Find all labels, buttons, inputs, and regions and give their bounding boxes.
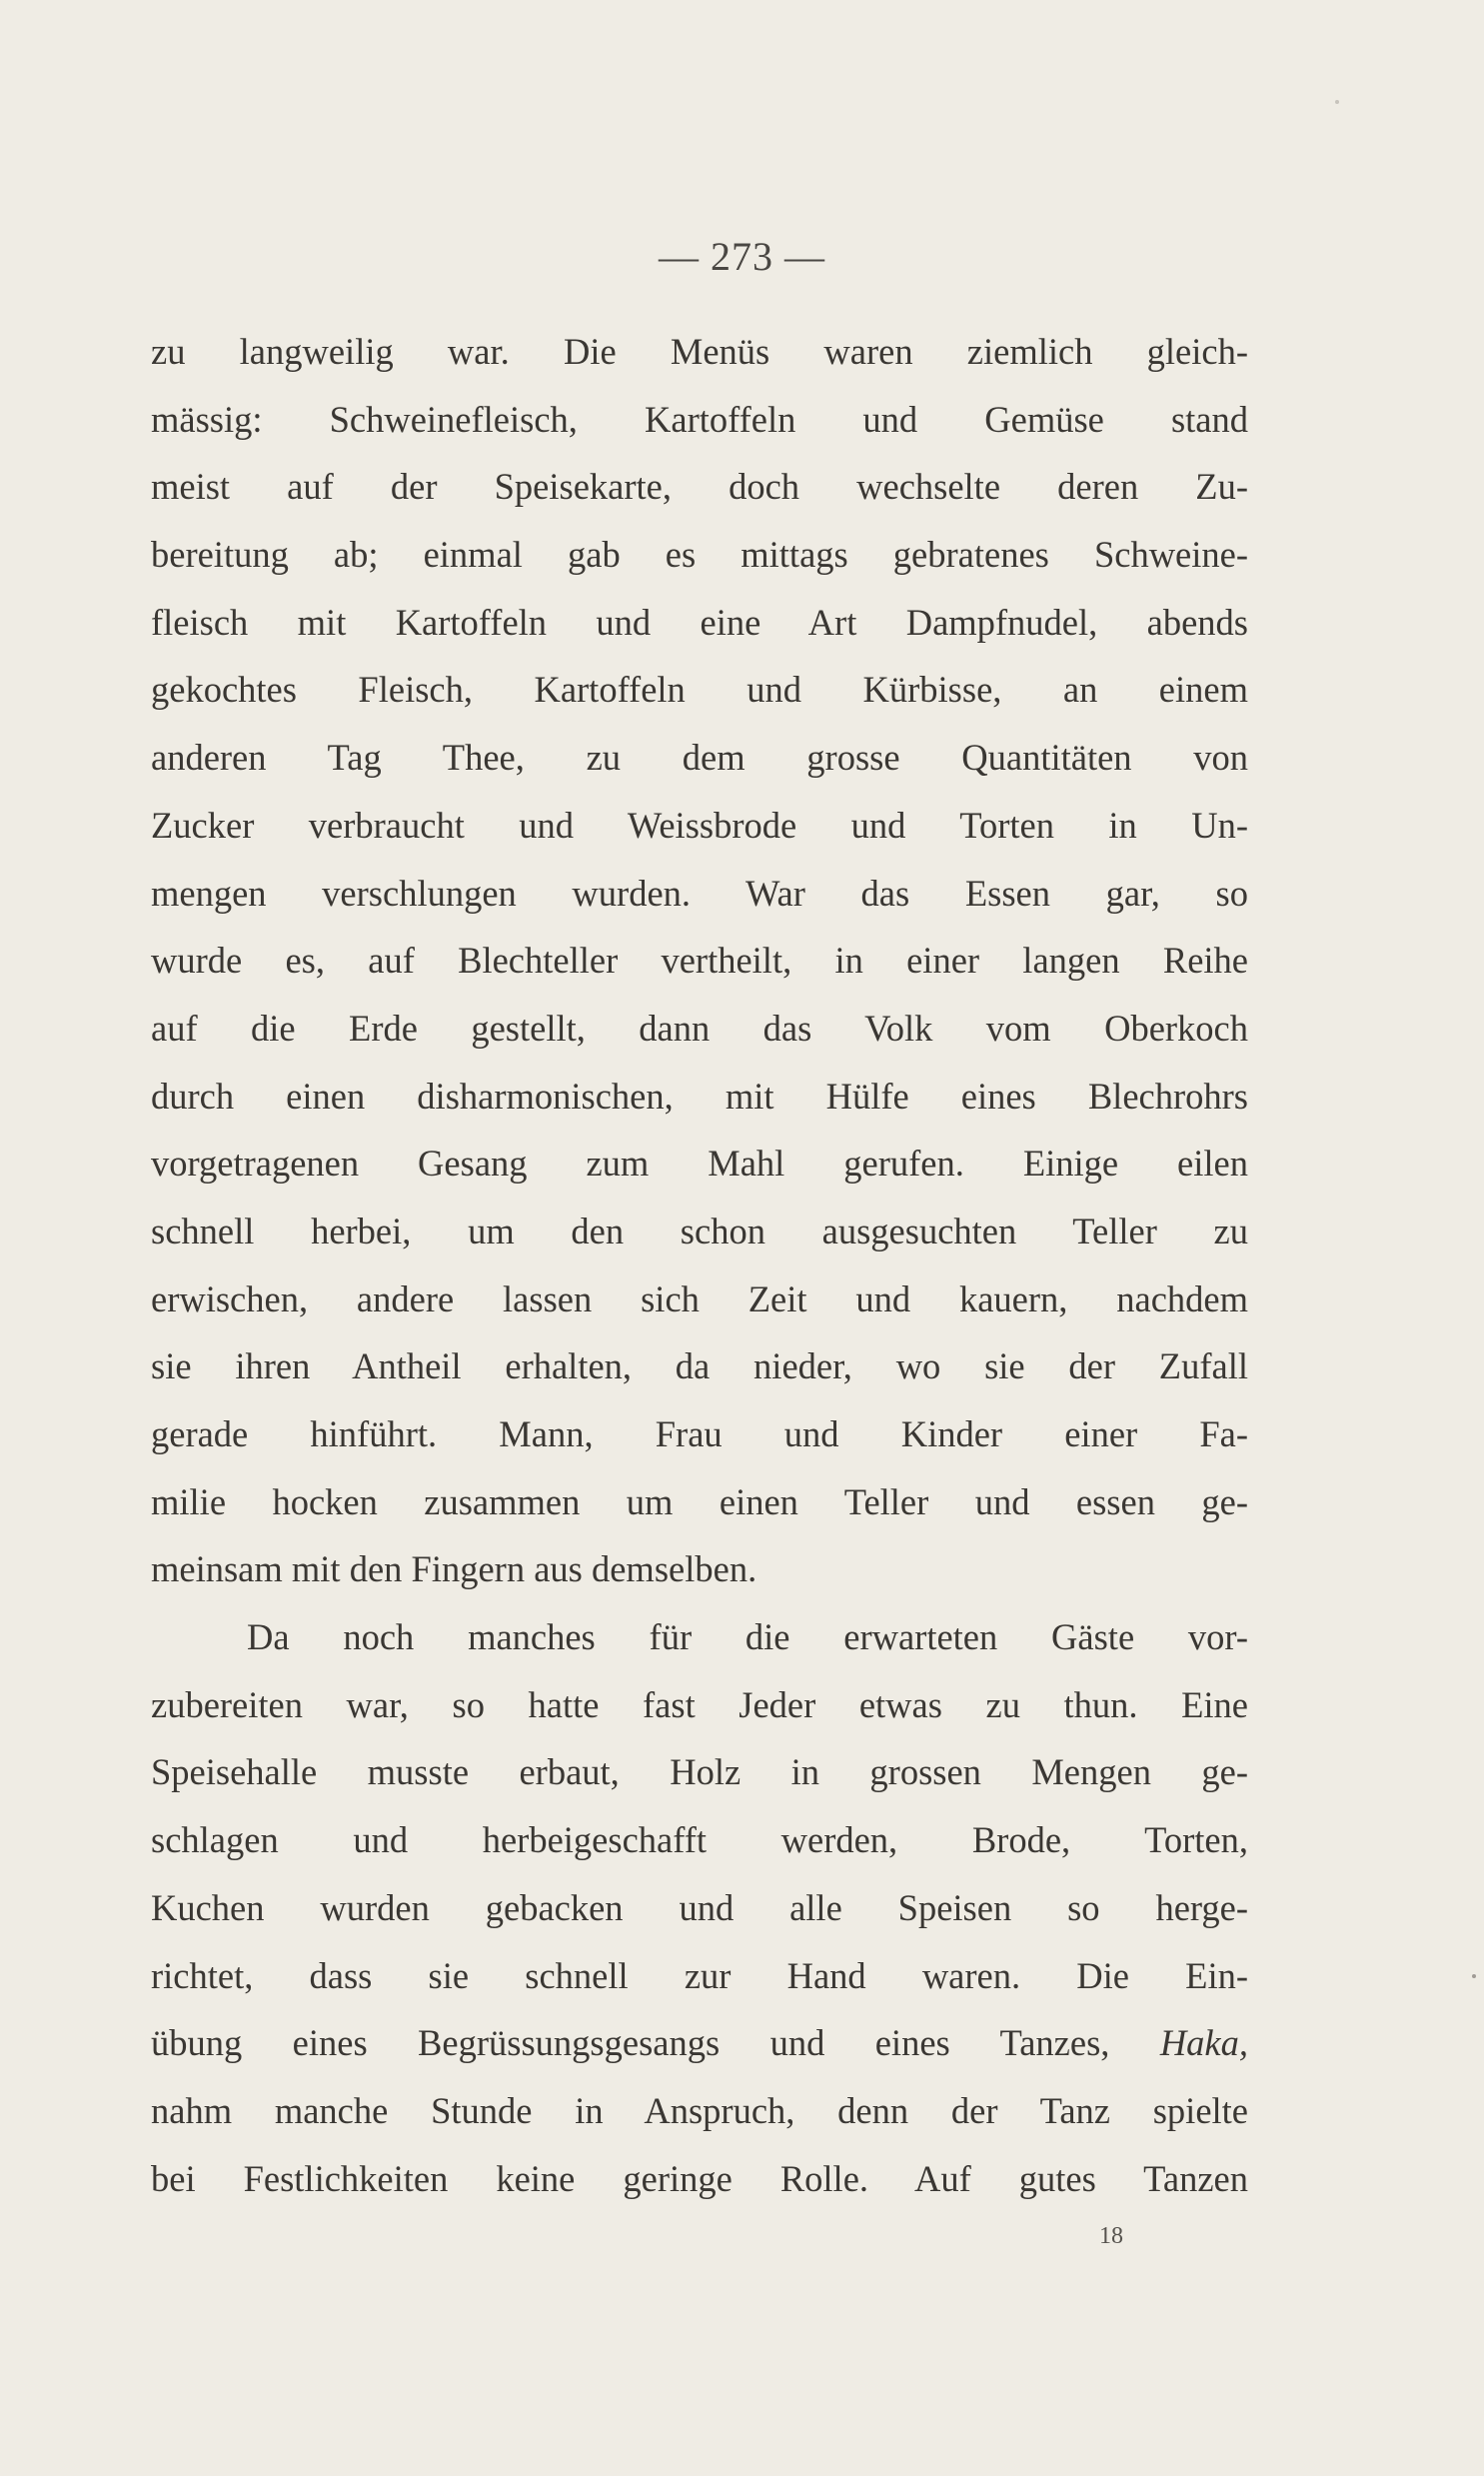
- text-line: mässig: Schweinefleisch, Kartoffeln und Gemüse stand: [151, 398, 1248, 440]
- signature-mark: 18: [1099, 2223, 1123, 2249]
- text-line: gekochtes Fleisch, Kartoffeln und Kürbisse, an einem: [151, 669, 1248, 711]
- text-line: richtet, dass sie schnell zur Hand waren. Die Ein-: [151, 1954, 1248, 1996]
- text-line: schnell herbei, um den schon ausgesuchten Teller zu: [151, 1210, 1248, 1251]
- text-line: bei Festlichkeiten keine geringe Rolle. Auf gutes Tanzen: [151, 2157, 1248, 2199]
- text-line: [151, 2009, 1248, 2077]
- text-line: durch einen disharmonischen, mit Hülfe eines Blechrohrs: [151, 1075, 1248, 1117]
- text-line: schlagen und herbeigeschafft werden, Brode, Torten,: [151, 1819, 1248, 1861]
- text-line: sie ihren Antheil erhalten, da nieder, wo sie der Zufall: [151, 1345, 1248, 1387]
- text-line: Da noch manches für die erwarteten Gäste vor-: [247, 1616, 1248, 1658]
- body-text: [151, 318, 1248, 2212]
- text-line: gerade hinführt. Mann, Frau und Kinder einer Fa-: [151, 1413, 1248, 1454]
- text-line: zubereiten war, so hatte fast Jeder etwas zu thun. Eine: [151, 1683, 1248, 1725]
- text-line: Zucker verbraucht und Weissbrode und Torten in Un-: [151, 804, 1248, 846]
- text-line-part: übung eines Begrüssungsgesangs und eines Tanzes,: [151, 2022, 1110, 2064]
- text-line: meinsam mit den Fingern aus demselben.: [151, 1548, 757, 1590]
- text-line: bereitung ab; einmal gab es mittags gebratenes Schweine-: [151, 534, 1248, 576]
- text-line: zu langweilig war. Die Menüs waren ziemlich gleich-: [151, 331, 1248, 372]
- text-line: nahm manche Stunde in Anspruch, denn der Tanz spielte: [151, 2089, 1248, 2131]
- paper-speck: [1335, 100, 1339, 104]
- paper-speck: [1472, 1974, 1476, 1978]
- text-line: meist auf der Speisekarte, doch wechselte deren Zu-: [151, 466, 1248, 508]
- text-line: auf die Erde gestellt, dann das Volk vom Oberkoch: [151, 1007, 1248, 1049]
- text-line: fleisch mit Kartoffeln und eine Art Dampfnudel, abends: [151, 601, 1248, 643]
- text-line: wurde es, auf Blechteller vertheilt, in einer langen Reihe: [151, 940, 1248, 982]
- italic-word: Haka,: [1159, 2022, 1248, 2064]
- text-line: Speisehalle musste erbaut, Holz in grossen Mengen ge-: [151, 1751, 1248, 1793]
- text-line: mengen verschlungen wurden. War das Essen gar, so: [151, 872, 1248, 914]
- text-line: erwischen, andere lassen sich Zeit und kauern, nachdem: [151, 1277, 1248, 1319]
- text-line: anderen Tag Thee, zu dem grosse Quantitäten von: [151, 737, 1248, 779]
- text-line: Kuchen wurden gebacken und alle Speisen so herge-: [151, 1886, 1248, 1928]
- page-number: — 273 —: [659, 234, 825, 279]
- text-line: milie hocken zusammen um einen Teller und essen ge-: [151, 1480, 1248, 1522]
- text-line: vorgetragenen Gesang zum Mahl gerufen. Einige eilen: [151, 1143, 1248, 1185]
